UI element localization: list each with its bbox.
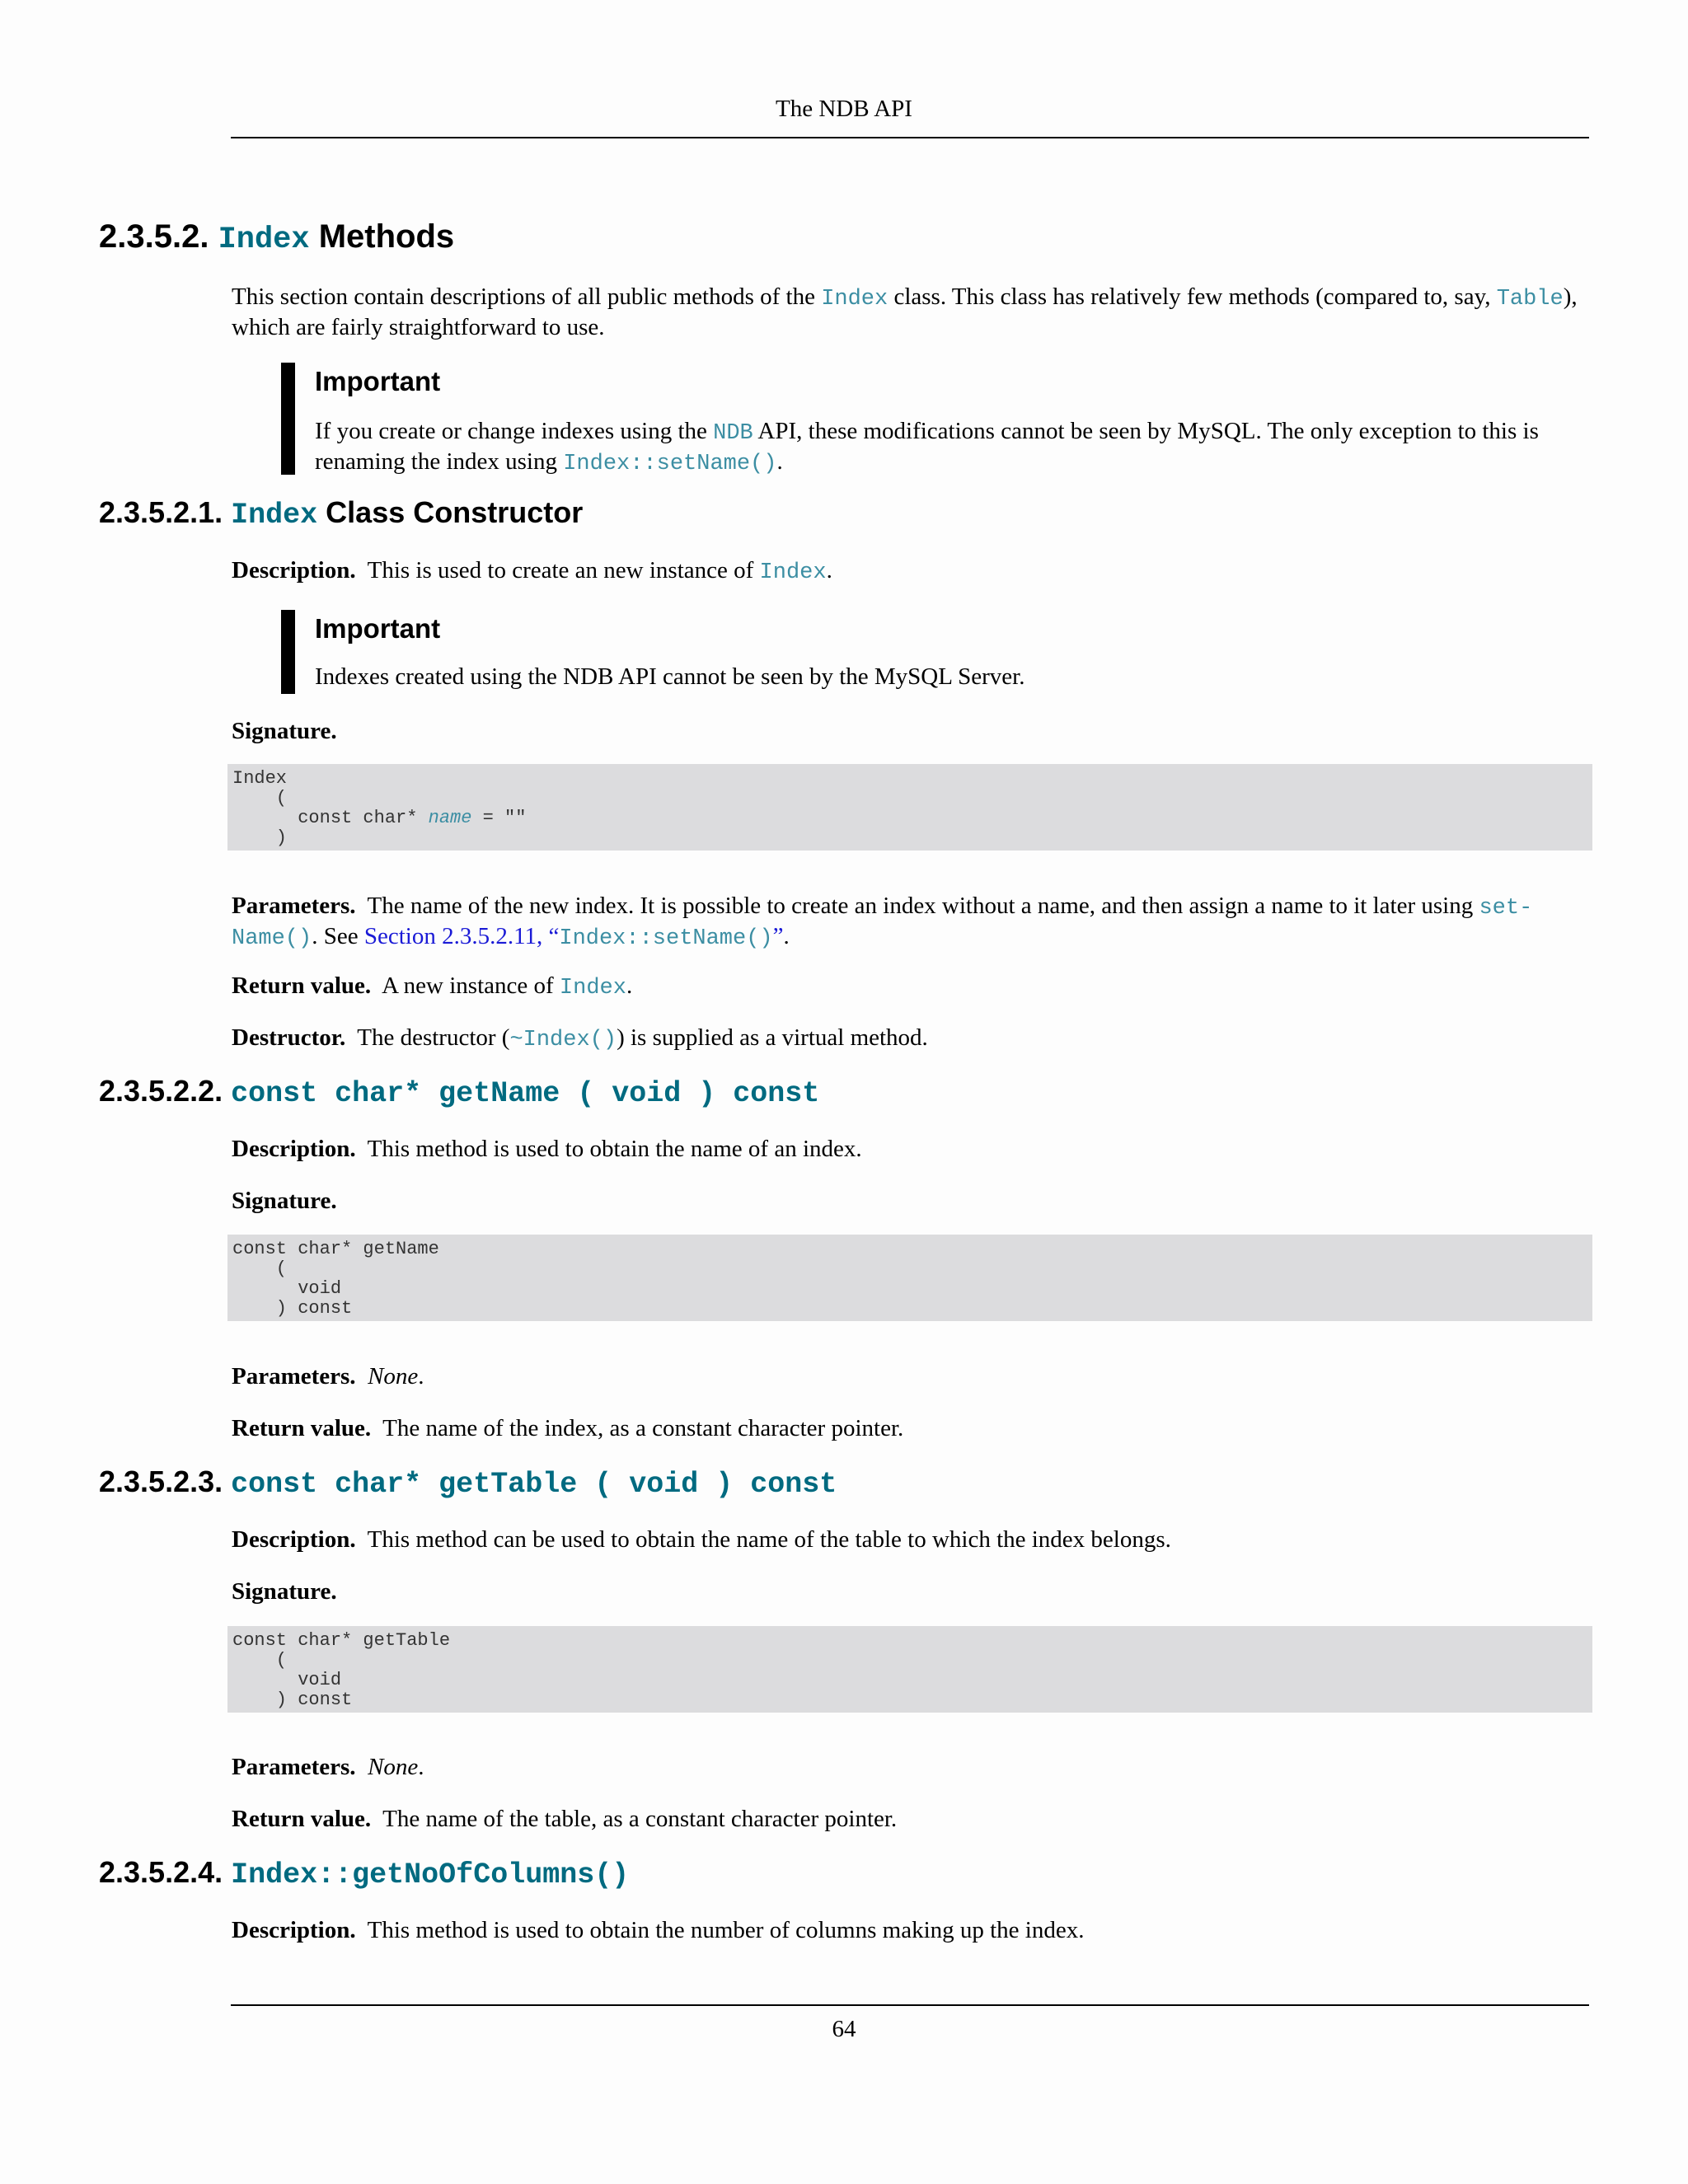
ret-text: A new instance of xyxy=(382,972,560,999)
label-parameters: Parameters. xyxy=(232,1363,356,1390)
getnoofcolumns-description xyxy=(232,1916,1592,1944)
note-title: Important xyxy=(315,613,441,644)
dtor-text: The destructor ( xyxy=(357,1024,510,1051)
param-end: . xyxy=(783,923,790,949)
link-code[interactable]: Index::setName() xyxy=(559,926,773,951)
ret-text: The name of the index, as a constant character pointer. xyxy=(382,1415,904,1441)
section-heading-gettable xyxy=(99,1465,837,1501)
ret-text: The name of the table, as a constant character pointer. xyxy=(382,1806,898,1832)
dtor-code: ~Index() xyxy=(509,1028,617,1052)
section-number: 2.3.5.2.2. xyxy=(99,1074,223,1108)
dtor-end: ) is supplied as a virtual method. xyxy=(617,1024,928,1051)
note-code-ndb: NDB xyxy=(713,421,753,446)
important-note-1 xyxy=(281,363,1601,475)
intro-code-index: Index xyxy=(821,287,889,312)
note-body: Indexes created using the NDB API cannot be seen by the MySQL Server. xyxy=(315,663,1025,690)
constructor-signature-label xyxy=(232,717,1592,745)
label-description: Description. xyxy=(232,557,356,583)
desc-text: This method is used to obtain the number of columns making up the index. xyxy=(367,1917,1085,1943)
section-code: Index::getNoOfColumns() xyxy=(231,1858,630,1891)
param-none: None xyxy=(368,1363,419,1390)
intro-code-table: Table xyxy=(1496,287,1564,312)
param-none: None xyxy=(368,1754,419,1780)
getname-parameters: Parameters. None. xyxy=(232,1363,424,1390)
code-line-2: ( xyxy=(232,788,288,808)
intro-text-c: ), which are fairly straightforward to use. xyxy=(232,284,1578,340)
section-heading-constructor xyxy=(99,495,583,532)
intro-text-a: This section contain descriptions of all public methods of the xyxy=(232,284,822,310)
section-title-rest: Class Constructor xyxy=(317,495,584,529)
desc-text: This is used to create an new instance of xyxy=(367,557,760,583)
ret-code: Index xyxy=(559,976,626,1001)
getname-signature-label xyxy=(232,1187,1592,1215)
code-line-4: ) xyxy=(232,827,288,848)
section-code: const char* getName ( void ) const xyxy=(231,1077,820,1110)
desc-text: This method is used to obtain the name of an index. xyxy=(367,1136,862,1162)
getname-description xyxy=(232,1135,1592,1163)
section-heading-getnoofcolumns xyxy=(99,1855,629,1891)
label-parameters: Parameters. xyxy=(232,893,356,919)
section-number: 2.3.5.2. xyxy=(99,218,209,255)
constructor-code-block xyxy=(227,764,1592,851)
constructor-destructor xyxy=(232,1024,1592,1054)
label-description: Description. xyxy=(232,1136,356,1162)
label-return-value: Return value. xyxy=(232,1415,372,1441)
intro-paragraph xyxy=(232,283,1592,341)
note-code-setname: Index::setName() xyxy=(563,452,777,476)
code-line-3: const char* xyxy=(232,808,429,828)
label-destructor: Destructor. xyxy=(232,1024,346,1051)
note-title: Important xyxy=(315,366,441,396)
desc-code: Index xyxy=(759,560,827,585)
note-text-a: If you create or change indexes using the xyxy=(315,418,714,444)
getname-code-block: const char* getName ( void ) const xyxy=(227,1235,1592,1321)
label-description: Description. xyxy=(232,1917,356,1943)
code-param-name: name xyxy=(428,808,472,828)
code-line-3-default: = "" xyxy=(471,808,527,828)
label-parameters: Parameters. xyxy=(232,1754,356,1780)
desc-end: . xyxy=(826,557,832,583)
label-description: Description. xyxy=(232,1526,356,1553)
section-code: const char* getTable ( void ) const xyxy=(231,1468,837,1501)
label-signature: Signature. xyxy=(232,718,337,744)
running-header: The NDB API xyxy=(776,96,912,122)
link-text[interactable]: Section 2.3.5.2.11, “ xyxy=(363,923,560,949)
section-title-rest: Methods xyxy=(309,218,455,255)
section-number: 2.3.5.2.1. xyxy=(99,495,223,529)
intro-text-b: class. This class has relatively few methods (compared to, say, xyxy=(888,284,1497,310)
label-signature: Signature. xyxy=(232,1188,337,1214)
link-quote[interactable]: ” xyxy=(772,923,784,949)
constructor-description xyxy=(232,556,1592,587)
constructor-return-value xyxy=(232,972,1592,1002)
gettable-description xyxy=(232,1526,1592,1554)
param-text: The name of the new index. It is possible to create an index without a name, and then assign a name to it later using xyxy=(367,893,1479,919)
constructor-parameters xyxy=(232,892,1592,953)
param-see: . See xyxy=(312,923,364,949)
gettable-signature-label xyxy=(232,1577,1592,1605)
section-code: Index xyxy=(231,499,318,532)
footer-rule xyxy=(231,2004,1589,2006)
gettable-return-value xyxy=(232,1805,1592,1833)
label-signature: Signature. xyxy=(232,1578,337,1605)
note-text-c: . xyxy=(776,448,783,475)
section-number: 2.3.5.2.3. xyxy=(99,1465,223,1498)
code-line-1: Index xyxy=(232,768,288,789)
note-text-b: API, these modifications cannot be seen by MySQL. The only exception to this is renaming the index using xyxy=(315,418,1539,475)
param-code-setname: set-Name() xyxy=(232,896,1533,951)
getname-return-value xyxy=(232,1414,1592,1442)
page-number: 64 xyxy=(832,2016,856,2042)
section-code: Index xyxy=(218,223,310,257)
note-body xyxy=(315,417,1601,478)
gettable-code-block: const char* getTable ( void ) const xyxy=(227,1626,1592,1713)
label-return-value: Return value. xyxy=(232,972,372,999)
label-return-value: Return value. xyxy=(232,1806,372,1832)
section-link-setname[interactable] xyxy=(364,923,784,949)
section-number: 2.3.5.2.4. xyxy=(99,1855,223,1889)
header-rule xyxy=(231,137,1589,138)
section-heading-getname xyxy=(99,1074,819,1110)
ret-end: . xyxy=(626,972,633,999)
desc-text: This method can be used to obtain the name of the table to which the index belongs. xyxy=(367,1526,1171,1553)
gettable-parameters: Parameters. None. xyxy=(232,1754,424,1780)
important-note-2 xyxy=(281,610,1601,694)
section-heading-index-methods xyxy=(99,218,454,257)
